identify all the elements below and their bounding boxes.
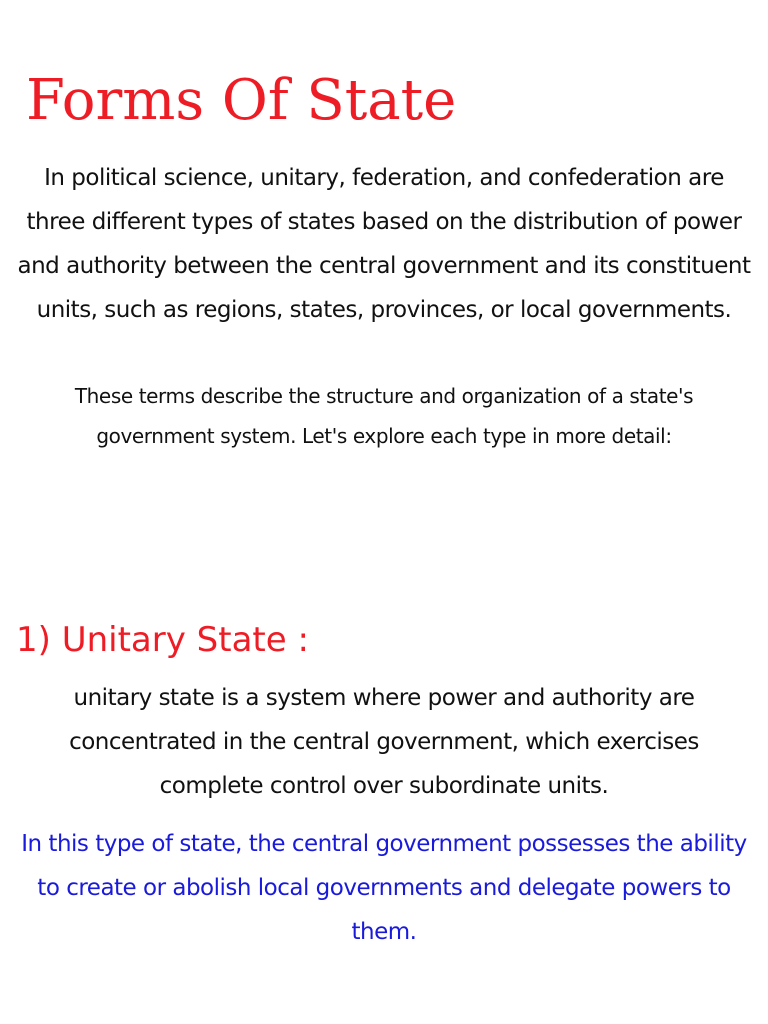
section-body-unitary-state: unitary state is a system where power and authority are concentrated in the central government, which exercises complete control over subordinate units. bbox=[69, 685, 699, 799]
intro-paragraph: In political science, unitary, federation, and confederation are three different types of states based on the distribution of power and authority between the central government and its constituent units, such as regions, states, provinces, or local governments. bbox=[17, 165, 751, 323]
page-title: Forms Of State bbox=[26, 68, 457, 133]
section-note-unitary-state: In this type of state, the central government possesses the ability to create or abolish local governments and delegate powers to them. bbox=[21, 831, 747, 945]
intro-followup-paragraph: These terms describe the structure and organization of a state's government system. Let's explore each type in more detail: bbox=[74, 384, 694, 448]
section-heading-unitary-state: 1) Unitary State : bbox=[16, 620, 309, 660]
